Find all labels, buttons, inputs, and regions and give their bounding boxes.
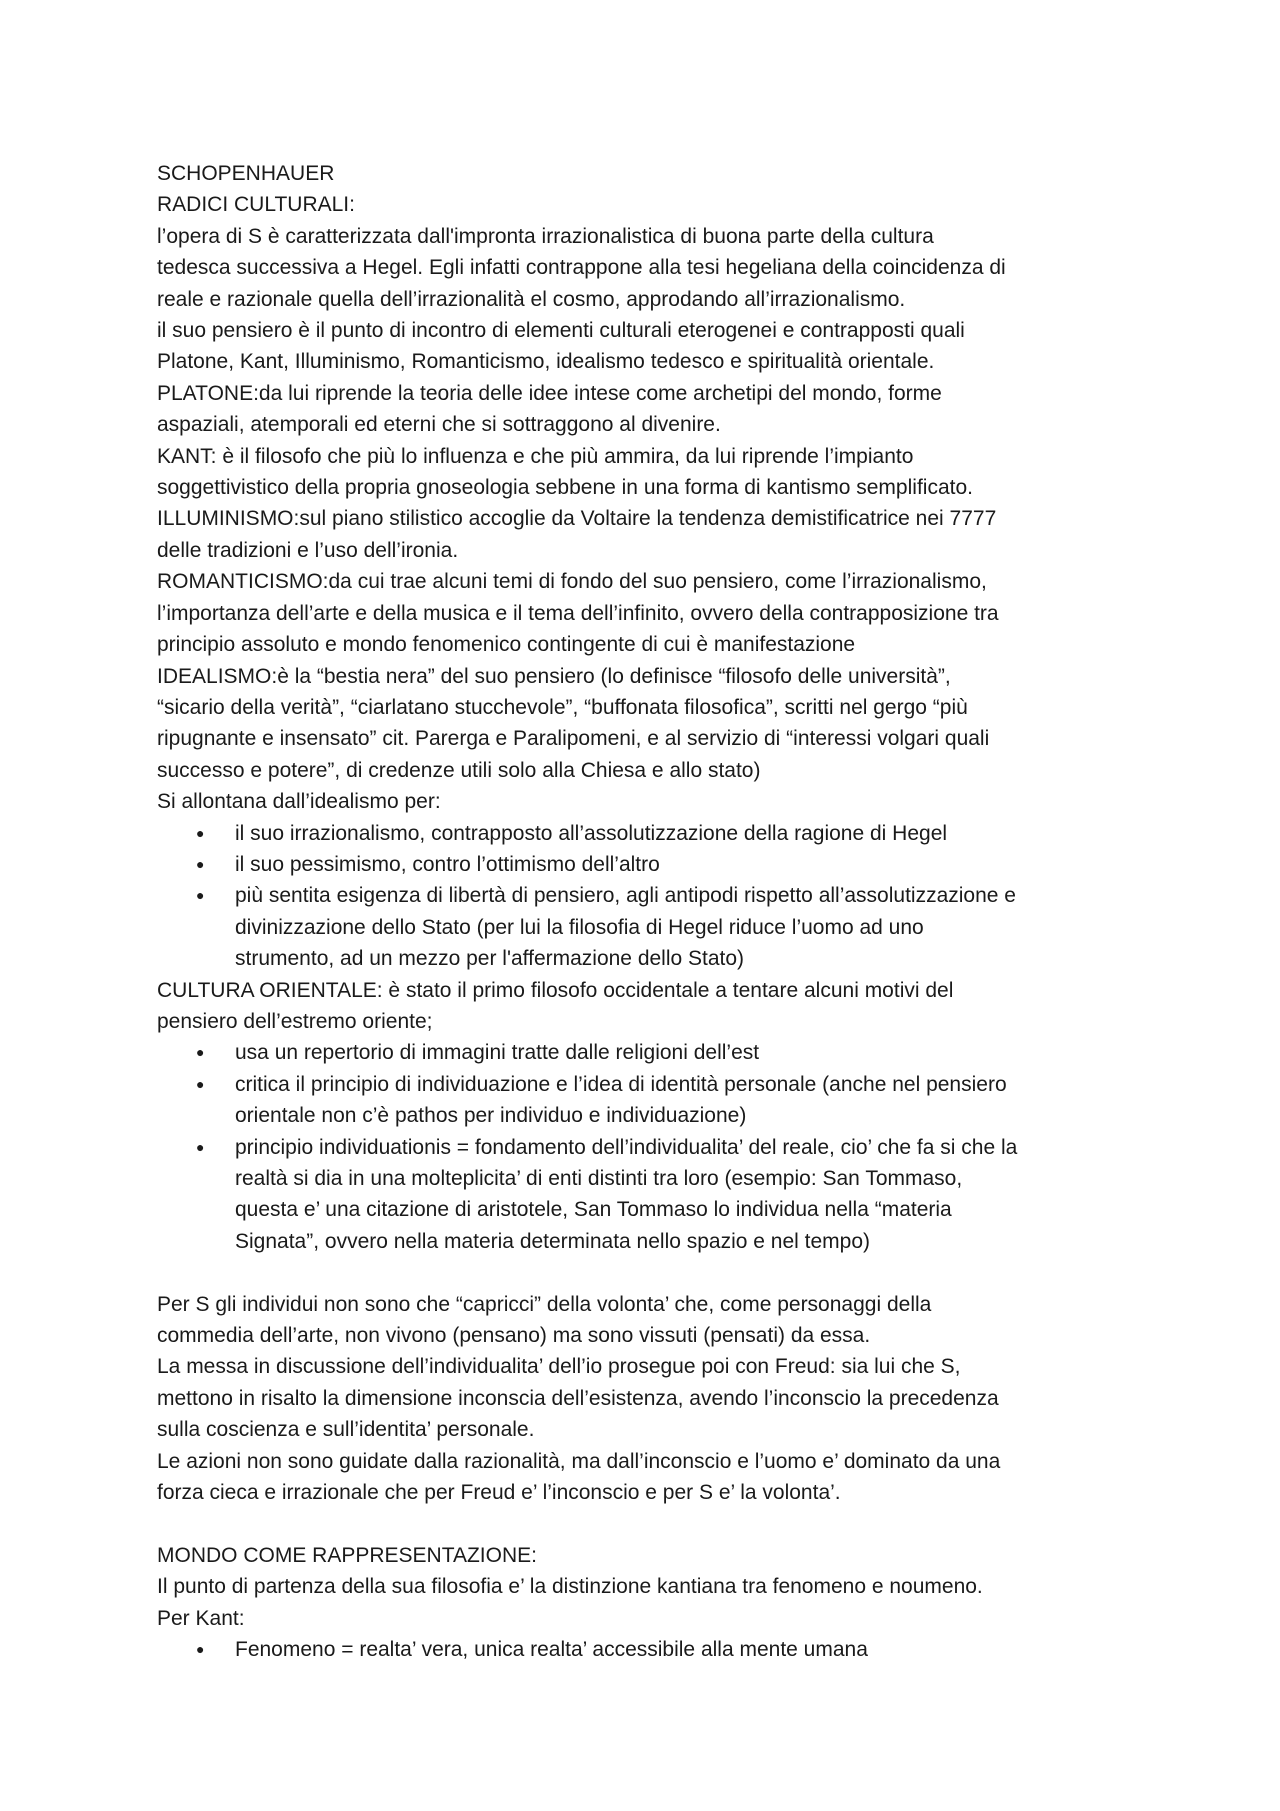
section-heading-radici-culturali: RADICI CULTURALI: [157, 193, 355, 217]
kant-bullet-list [157, 1634, 1127, 1665]
list-item-text-line: divinizzazione dello Stato (per lui la filosofia di Hegel riduce l’uomo ad uno [235, 915, 924, 939]
text-line: IDEALISMO:è la “bestia nera” del suo pensiero (lo definisce “filosofo delle università”, [157, 664, 951, 688]
list-item [157, 1037, 1127, 1068]
list-item-text-line: principio individuationis = fondamento dell’individualita’ del reale, cio’ che fa si che la [235, 1135, 1018, 1159]
oriental-paragraph [157, 975, 1127, 1038]
section-heading-mondo-come-rappresentazione: MONDO COME RAPPRESENTAZIONE: [157, 1543, 537, 1567]
list-item [157, 1132, 1127, 1258]
text-line: il suo pensiero è il punto di incontro di elementi culturali eterogenei e contrapposti quali [157, 319, 965, 343]
text-line: aspaziali, atemporali ed eterni che si sottraggono al divenire. [157, 413, 721, 437]
list-item-text-line: realtà si dia in una molteplicita’ di enti distinti tra loro (esempio: San Tommaso, [235, 1167, 963, 1190]
list-item-text-line: Signata”, ovvero nella materia determinata nello spazio e nel tempo) [235, 1229, 871, 1253]
text-line: delle tradizioni e l’uso dell’ironia. [157, 538, 459, 562]
text-line: pensiero dell’estremo oriente; [157, 1009, 433, 1033]
list-item [157, 1634, 1127, 1665]
text-line: Platone, Kant, Illuminismo, Romanticismo, idealismo tedesco e spiritualità orientale. [157, 350, 935, 374]
text-line: KANT: è il filosofo che più lo influenza e che più ammira, da lui riprende l’impianto [157, 444, 914, 468]
text-line: “sicario della verità”, “ciarlatano stucchevole”, “buffonata filosofica”, scritti nel gergo “più [157, 695, 968, 719]
text-line: soggettivistico della propria gnoseologia sebbene in una forma di kantismo semplificato. [157, 476, 973, 500]
text-line: ROMANTICISMO:da cui trae alcuni temi di fondo del suo pensiero, come l’irrazionalismo, [157, 570, 987, 594]
document-title: SCHOPENHAUER [157, 162, 335, 185]
text-line: sulla coscienza e sull’identita’ personale. [157, 1418, 535, 1442]
text-line: Per Kant: [157, 1606, 245, 1630]
list-item-text-line: Fenomeno = realta’ vera, unica realta’ accessibile alla mente umana [235, 1638, 868, 1662]
text-line: ripugnante e insensato” cit. Parerga e Paralipomeni, e al servizio di “interessi volgari quali [157, 727, 990, 751]
list-item [157, 849, 1127, 880]
text-line: successo e potere”, di credenze utili solo alla Chiesa e allo stato) [157, 758, 761, 782]
document-page [157, 158, 1127, 1665]
text-line: principio assoluto e mondo fenomenico contingente di cui è manifestazione [157, 633, 856, 657]
representation-paragraph [157, 1571, 1127, 1634]
bullet-icon: ● [196, 1044, 205, 1061]
blank-line [157, 1508, 1127, 1539]
text-line: reale e razionale quella dell’irrazionalità el cosmo, approdando all’irrazionalismo. [157, 287, 906, 311]
text-line: mettono in risalto la dimensione inconscia dell’esistenza, avendo l’inconscio la precedenza [157, 1386, 999, 1410]
will-paragraph [157, 1289, 1127, 1509]
list-item-text-line: strumento, ad un mezzo per l'affermazione dello Stato) [235, 947, 745, 971]
list-item [157, 818, 1127, 849]
text-line: PLATONE:da lui riprende la teoria delle idee intese come archetipi del mondo, forme [157, 381, 942, 405]
list-item [157, 1069, 1127, 1132]
blank-line [157, 1257, 1127, 1288]
text-line: l’opera di S è caratterizzata dall'impronta irrazionalistica di buona parte della cultura [157, 224, 934, 248]
list-item-text-line: questa e’ una citazione di aristotele, San Tommaso lo individua nella “materia [235, 1198, 952, 1222]
bullet-icon: ● [196, 1075, 205, 1092]
bullet-icon: ● [196, 855, 205, 872]
list-item-text-line: orientale non c’è pathos per individuo e individuazione) [235, 1104, 747, 1128]
idealism-bullet-list [157, 818, 1127, 975]
text-line: commedia dell’arte, non vivono (pensano) ma sono vissuti (pensati) da essa. [157, 1324, 871, 1348]
text-line: Si allontana dall’idealismo per: [157, 790, 441, 814]
text-line: Il punto di partenza della sua filosofia e’ la distinzione kantiana tra fenomeno e noumeno. [157, 1575, 983, 1599]
list-item [157, 880, 1127, 974]
list-item-text-line: il suo pessimismo, contro l’ottimismo dell’altro [235, 852, 660, 876]
text-line: Per S gli individui non sono che “capricci” della volonta’ che, come personaggi della [157, 1292, 932, 1316]
intro-paragraph [157, 221, 1127, 818]
text-line: forza cieca e irrazionale che per Freud e’ l’inconscio e per S e’ la volonta’. [157, 1481, 841, 1505]
text-line: Le azioni non sono guidate dalla razionalità, ma dall’inconscio e l’uomo e’ dominato da una [157, 1449, 1001, 1473]
list-item-text-line: più sentita esigenza di libertà di pensiero, agli antipodi rispetto all’assolutizzazione e [235, 884, 1016, 908]
list-item-text-line: il suo irrazionalismo, contrapposto all’assolutizzazione della ragione di Hegel [235, 821, 948, 845]
text-line: ILLUMINISMO:sul piano stilistico accoglie da Voltaire la tendenza demistificatrice nei 7777 [157, 507, 997, 531]
list-item-text-line: critica il principio di individuazione e l’idea di identità personale (anche nel pensiero [235, 1072, 1007, 1096]
bullet-icon: ● [196, 1138, 205, 1155]
bullet-icon: ● [196, 887, 205, 904]
bullet-icon: ● [196, 824, 205, 841]
text-line: l’importanza dell’arte e della musica e il tema dell’infinito, ovvero della contrapposizione tra [157, 601, 999, 625]
list-item-text-line: usa un repertorio di immagini tratte dalle religioni dell’est [235, 1041, 760, 1065]
text-line: La messa in discussione dell’individualita’ dell’io prosegue poi con Freud: sia lui che S, [157, 1355, 961, 1379]
text-line: CULTURA ORIENTALE: è stato il primo filosofo occidentale a tentare alcuni motivi del [157, 978, 954, 1002]
text-line: tedesca successiva a Hegel. Egli infatti contrappone alla tesi hegeliana della coincidenza di [157, 256, 1006, 280]
oriental-bullet-list [157, 1037, 1127, 1257]
bullet-icon: ● [196, 1641, 205, 1658]
